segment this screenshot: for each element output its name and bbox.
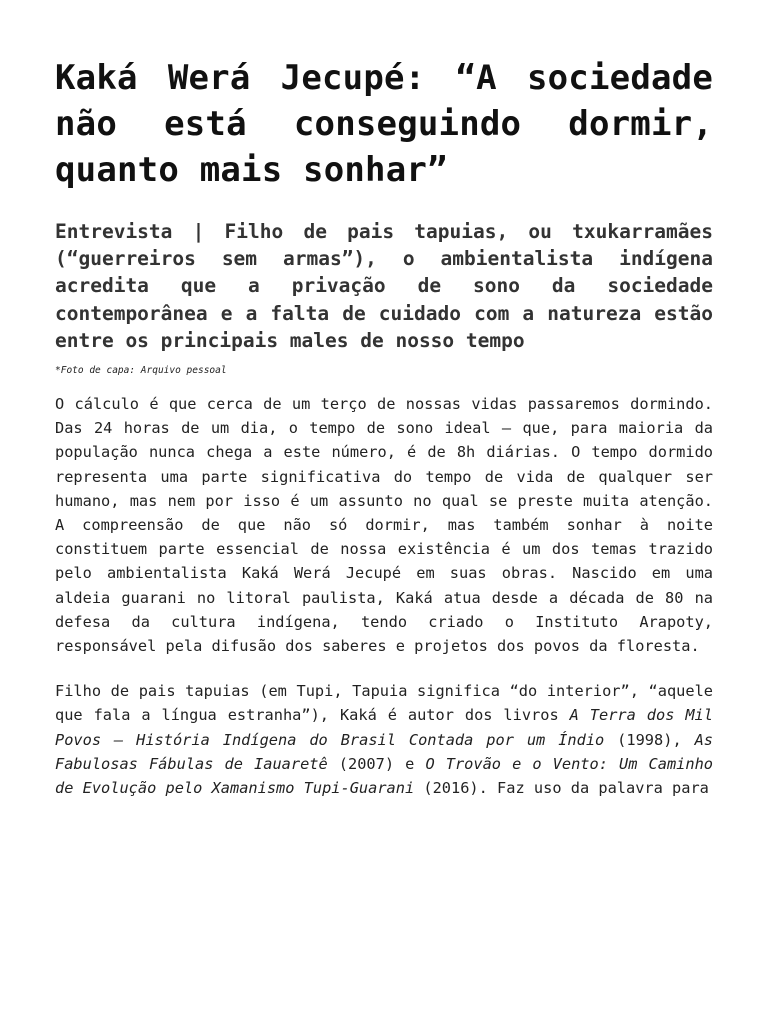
book-year-2: (2007) e <box>327 754 426 773</box>
book-year-1: (1998), <box>604 730 695 749</box>
paragraph-2-intro: Filho de pais tapuias (em Tupi, Tapuia significa “do interior”, “aquele que fala a língua estranha”), Kaká é autor dos livros <box>55 682 713 725</box>
body-paragraph-1: O cálculo é que cerca de um terço de nossas vidas passaremos dormindo. Das 24 horas de um dia, o tempo de sono ideal – que, para maioria da população nunca chega a este número, é de 8h diárias. O tempo dormido representa uma parte significativa do tempo de vida de qualquer ser humano, mas nem por isso é um assunto no qual se preste muita atenção. A compreensão de que não só dormir, mas também sonhar à noite constituem parte essencial de nossa existência é um dos temas trazido pelo ambientalista Kaká Werá Jecupé em suas obras. Nascido em uma aldeia guarani no litoral paulista, Kaká atua desde a década de 80 na defesa da cultura indígena, tendo criado o Instituto Arapoty, responsável pela difusão dos saberes e projetos dos povos da floresta. <box>55 395 713 656</box>
book-title-2: As Fabulosas Fábulas de Iauaretê <box>55 730 714 773</box>
article <box>55 55 713 800</box>
article-subtitle: Entrevista | Filho de pais tapuias, ou txukarramães (“guerreiros sem armas”), o ambientalista indígena acredita que a privação de sono da sociedade contemporânea e a falta de cuidado com a natureza estão entre os principais males de nosso tempo <box>55 220 713 352</box>
book-title-3: O Trovão e o Vento: Um Caminho de Evolução pelo Xamanismo Tupi-Guarani <box>55 754 713 798</box>
body-paragraph-2 <box>55 679 713 800</box>
paragraph-2-tail: (2016). Faz uso da palavra para <box>414 779 709 798</box>
photo-caption: *Foto de capa: Arquivo pessoal <box>55 365 227 377</box>
article-title: Kaká Werá Jecupé: “A sociedade não está conseguindo dormir, quanto mais sonhar” <box>55 58 713 190</box>
book-title-1: A Terra dos Mil Povos – História Indígena do Brasil Contada por um Índio <box>55 706 713 749</box>
